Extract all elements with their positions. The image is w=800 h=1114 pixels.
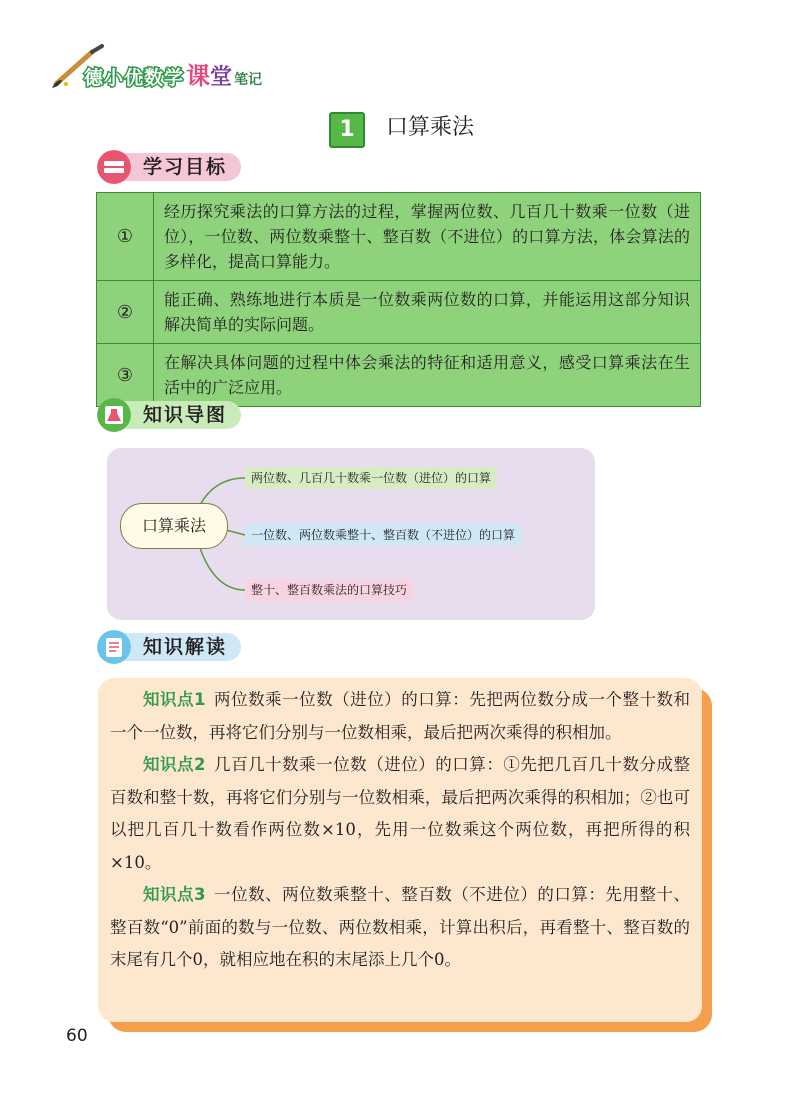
knowledge-point-label: 知识点1 — [143, 690, 206, 709]
mindmap-root: 口算乘法 — [120, 503, 228, 549]
knowledge-point-label: 知识点2 — [143, 755, 206, 774]
knowledge-point-text: 两位数乘一位数（进位）的口算：先把两位数分成一个整十数和一个一位数，再将它们分别与一位数相乘，最后把两次乘得的积相加。 — [110, 690, 690, 742]
knowledge-point — [110, 684, 690, 749]
knowledge-content — [110, 684, 690, 977]
section-label-mindmap: 知识导图 — [119, 401, 241, 429]
knowledge-point-label: 知识点3 — [143, 885, 206, 904]
knowledge-point — [110, 749, 690, 879]
objective-text: 能正确、熟练地进行本质是一位数乘两位数的口算，并能运用这部分知识解决简单的实际问题。 — [154, 281, 701, 344]
objective-number: ① — [97, 193, 154, 281]
objective-text: 经历探究乘法的口算方法的过程，掌握两位数、几百几十数乘一位数（进位），一位数、两位数乘整十、整百数（不进位）的口算方法，体会算法的多样化，提高口算能力。 — [154, 193, 701, 281]
lesson-title: 口算乘法 — [386, 115, 475, 140]
objective-number: ③ — [97, 344, 154, 407]
knowledge-point-text: 几百几十数乘一位数（进位）的口算：①先把几百几十数分成整百数和整十数，再将它们分别与一位数相乘，最后把两次乘得的积相加；②也可以把几百几十数看作两位数×10，先用一位数乘这个两位数，再把所得的积×10。 — [110, 755, 690, 872]
logo-tang: 堂 — [210, 65, 233, 90]
section-header-reading — [97, 630, 297, 664]
mindmap-branch: 两位数、几百几十数乘一位数（进位）的口算 — [245, 467, 497, 489]
knowledge-point — [110, 879, 690, 977]
lesson-number-badge: 1 — [329, 112, 365, 148]
logo-brand: 德小优数学 — [84, 67, 185, 89]
mindmap-branch: 整十、整百数乘法的口算技巧 — [245, 579, 413, 601]
section-label-reading: 知识解读 — [119, 633, 241, 661]
mindmap-branch: 一位数、两位数乘整十、整百数（不进位）的口算 — [245, 524, 521, 546]
logo-ke: 课 — [186, 62, 211, 90]
notebook-icon — [97, 630, 131, 664]
knowledge-point-text: 一位数、两位数乘整十、整百数（不进位）的口算：先用整十、整百数“0”前面的数与一位数、两位数相乘，计算出积后，再看整十、整百数的末尾有几个0，就相应地在积的末尾添上几个0。 — [110, 885, 690, 969]
objective-number: ② — [97, 281, 154, 344]
objective-text: 在解决具体问题的过程中体会乘法的特征和适用意义，感受口算乘法在生活中的广泛应用。 — [154, 344, 701, 407]
section-label-objectives: 学习目标 — [119, 153, 241, 181]
page-number: 60 — [66, 1026, 88, 1046]
logo-biji: 笔记 — [234, 72, 263, 88]
